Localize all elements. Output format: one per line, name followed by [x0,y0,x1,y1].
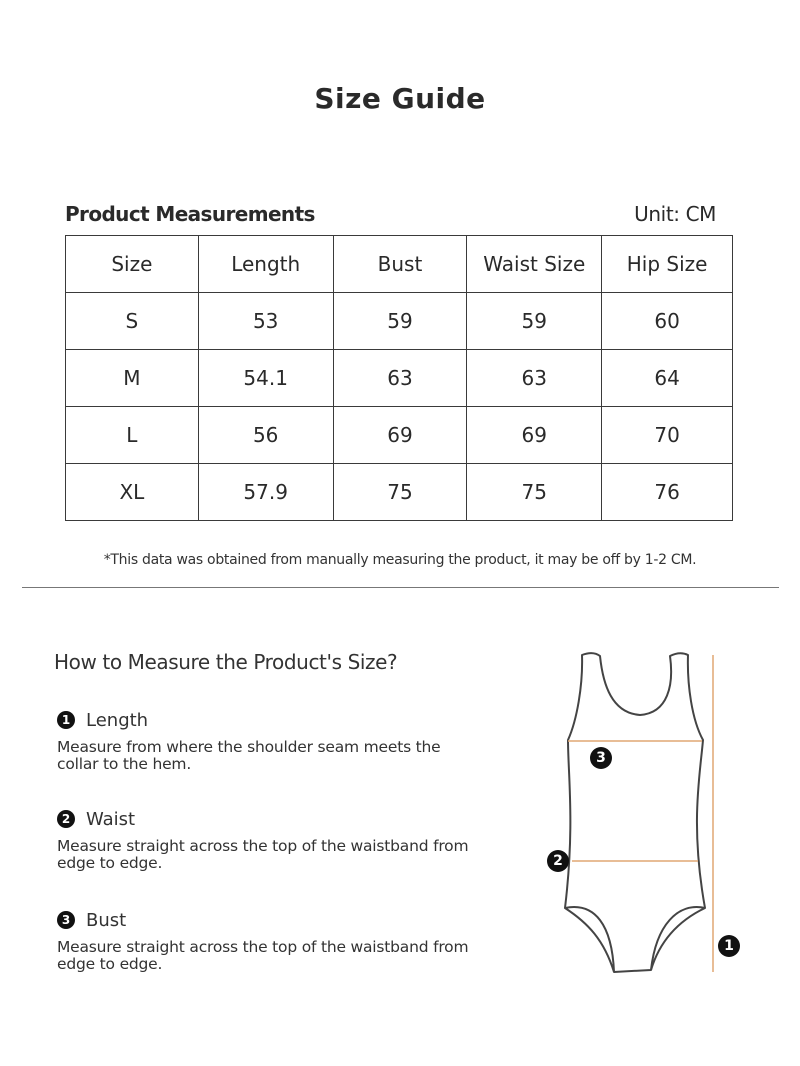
table-cell: 69 [333,407,467,464]
table-cell: 63 [333,350,467,407]
unit-label: Unit: CM [634,202,716,226]
bodysuit-outline [565,653,705,972]
table-cell: 53 [198,293,333,350]
number-two-icon: 2 [547,850,569,872]
table-row [66,464,733,521]
table-cell: 59 [333,293,467,350]
column-header-hip: Hip Size [602,236,733,293]
step-title: Waist [86,808,136,830]
bodysuit-diagram [540,640,730,985]
step-bust [57,908,477,973]
measurements-heading: Product Measurements [65,202,315,226]
table-header-row [66,236,733,293]
table-cell: 63 [467,350,602,407]
number-two-icon: 2 [57,810,75,828]
step-description: Measure from where the shoulder seam meets the collar to the hem. [57,738,441,773]
table-cell: L [66,407,199,464]
step-description: Measure straight across the top of the waistband from edge to edge. [57,938,469,973]
step-length [57,708,477,773]
table-cell: 57.9 [198,464,333,521]
number-three-icon: 3 [57,911,75,929]
number-one-icon: 1 [57,711,75,729]
section-divider [22,587,779,588]
page-title: Size Guide [314,82,486,115]
number-three-icon: 3 [590,747,612,769]
table-cell: 56 [198,407,333,464]
column-header-bust: Bust [333,236,467,293]
table-row [66,293,733,350]
table-cell: 54.1 [198,350,333,407]
table-cell: 76 [602,464,733,521]
number-one-icon: 1 [718,935,740,957]
step-description: Measure straight across the top of the waistband from edge to edge. [57,837,469,872]
table-row [66,350,733,407]
step-title: Length [86,709,149,731]
table-cell: 69 [467,407,602,464]
table-cell: 60 [602,293,733,350]
table-cell: S [66,293,199,350]
table-cell: 59 [467,293,602,350]
table-cell: M [66,350,199,407]
table-cell: 75 [467,464,602,521]
table-cell: XL [66,464,199,521]
table-cell: 75 [333,464,467,521]
table-cell: 70 [602,407,733,464]
column-header-length: Length [198,236,333,293]
step-title: Bust [86,909,127,931]
measurement-note: *This data was obtained from manually measuring the product, it may be off by 1-2 CM. [103,552,697,568]
how-to-heading: How to Measure the Product's Size? [54,650,398,674]
step-waist [57,807,477,872]
column-header-size: Size [66,236,199,293]
table-row [66,407,733,464]
table-cell: 64 [602,350,733,407]
column-header-waist: Waist Size [467,236,602,293]
size-table [65,235,733,521]
